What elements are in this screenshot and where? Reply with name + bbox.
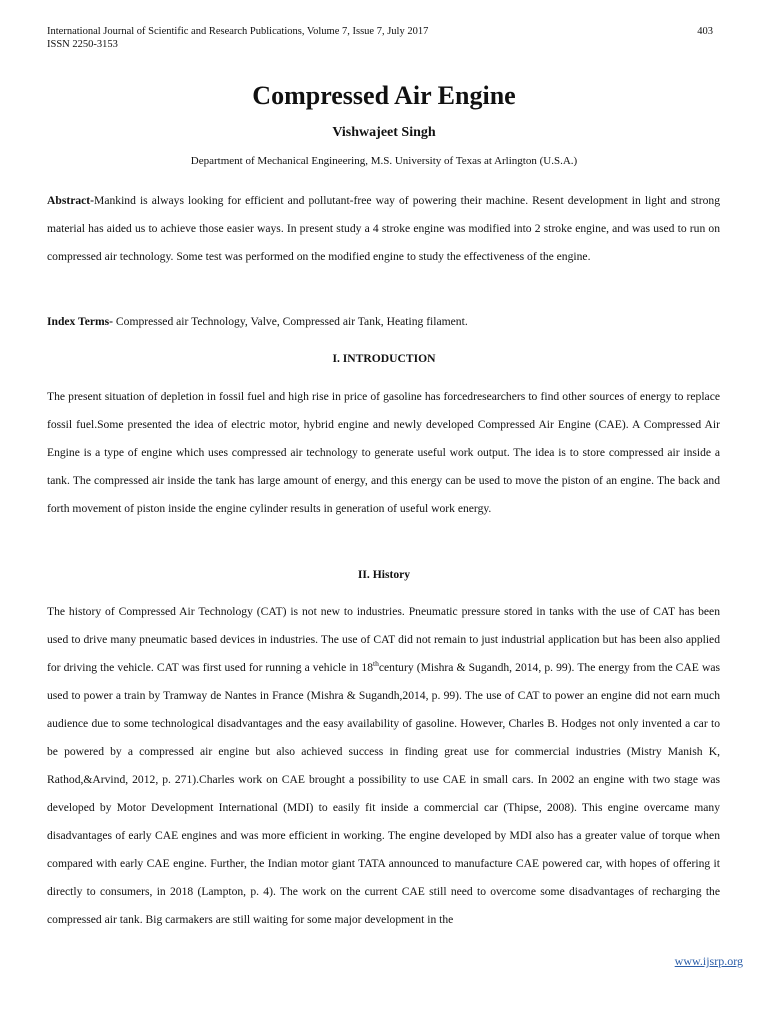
index-terms-text: Compressed air Technology, Valve, Compressed air Tank, Heating filament. xyxy=(113,315,468,328)
page-number: 403 xyxy=(697,26,713,37)
abstract-label: Abstract- xyxy=(47,194,95,207)
journal-website-link[interactable]: www.ijsrp.org xyxy=(674,954,743,968)
history-text-part2: century (Mishra & Sugandh, 2014, p. 99). The energy from the CAE was used to power a train by Tramway de Nantes in France (Mishra & Sugandh,2014, p. 99). The use of CAT to power an engine did not earn much audience due to some technological disadvantages and the easy availability of gasoline. However, Charles B. Hodges not only invented a car to be powered by a compressed air engine but also achieved success in finding great use for commercial industries (Mistry Manish K, Rathod,&Arvind, 2012, p. 271).Charles work on CAE brought a possibility to use CAE in small cars. In 2002 an engine with two stage was developed by Motor Development International (MDI) to easily fit inside a commercial car (Thipse, 2008). This engine overcame many disadvantages of early CAE engines and was more efficient in working. The engine developed by MDI also has a greater value of torque when compared with early CAE engine. Further, the Indian motor giant TATA announced to manufacture CAE powered car, with hopes of offering it directly to consumers, in 2018 (Lampton, p. 4). The work on the current CAE still need to overcome some disadvantages of recharging the compressed air tank. Big carmakers are still waiting for some major development in the xyxy=(47,661,720,926)
index-terms xyxy=(47,308,720,336)
history-superscript: th xyxy=(373,659,379,668)
index-terms-label: Index Terms- xyxy=(47,315,114,328)
introduction-paragraph: The present situation of depletion in fossil fuel and high rise in price of gasoline has forcedresearchers to find other sources of energy to replace fossil fuel.Some presented the idea of electric motor, hybrid engine and newly developed Compressed Air Engine (CAE). A Compressed Air Engine is a type of engine which uses compressed air technology to generate useful work output. The idea is to store compressed air inside a tank. The compressed air inside the tank has large amount of energy, and this energy can be used to move the piston of an engine. The back and forth movement of piston inside the engine cylinder results in generation of useful work energy. xyxy=(47,390,720,515)
abstract xyxy=(47,187,720,271)
history-text-part1: The history of Compressed Air Technology (CAT) is not new to industries. Pneumatic pressure stored in tanks with the use of CAT has been used to drive many pneumatic based devices in industries. The use of CAT did not remain to just industrial application but has been also applied for driving the vehicle. CAT was first used for running a vehicle in 18 xyxy=(47,605,720,674)
history-paragraph xyxy=(47,598,720,934)
journal-header xyxy=(47,26,428,51)
section-heading-introduction: I. INTRODUCTION xyxy=(332,352,436,365)
author-affiliation: Department of Mechanical Engineering, M.S. University of Texas at Arlington (U.S.A.) xyxy=(190,155,578,167)
author-name: Vishwajeet Singh xyxy=(332,125,436,140)
issn: ISSN 2250-3153 xyxy=(47,38,118,50)
journal-citation: International Journal of Scientific and Research Publications, Volume 7, Issue 7, July 2017 xyxy=(47,26,429,37)
paper-title: Compressed Air Engine xyxy=(252,81,516,110)
abstract-text: Mankind is always looking for efficient and pollutant-free way of powering their machine. Resent development in light and strong material has aided us to achieve those easier ways. In present study a 4 stroke engine was modified into 2 stroke engine, and was used to run on compressed air technology. Some test was performed on the modified engine to study the effectiveness of the engine. xyxy=(47,194,720,263)
section-heading-history: II. History xyxy=(357,568,411,581)
